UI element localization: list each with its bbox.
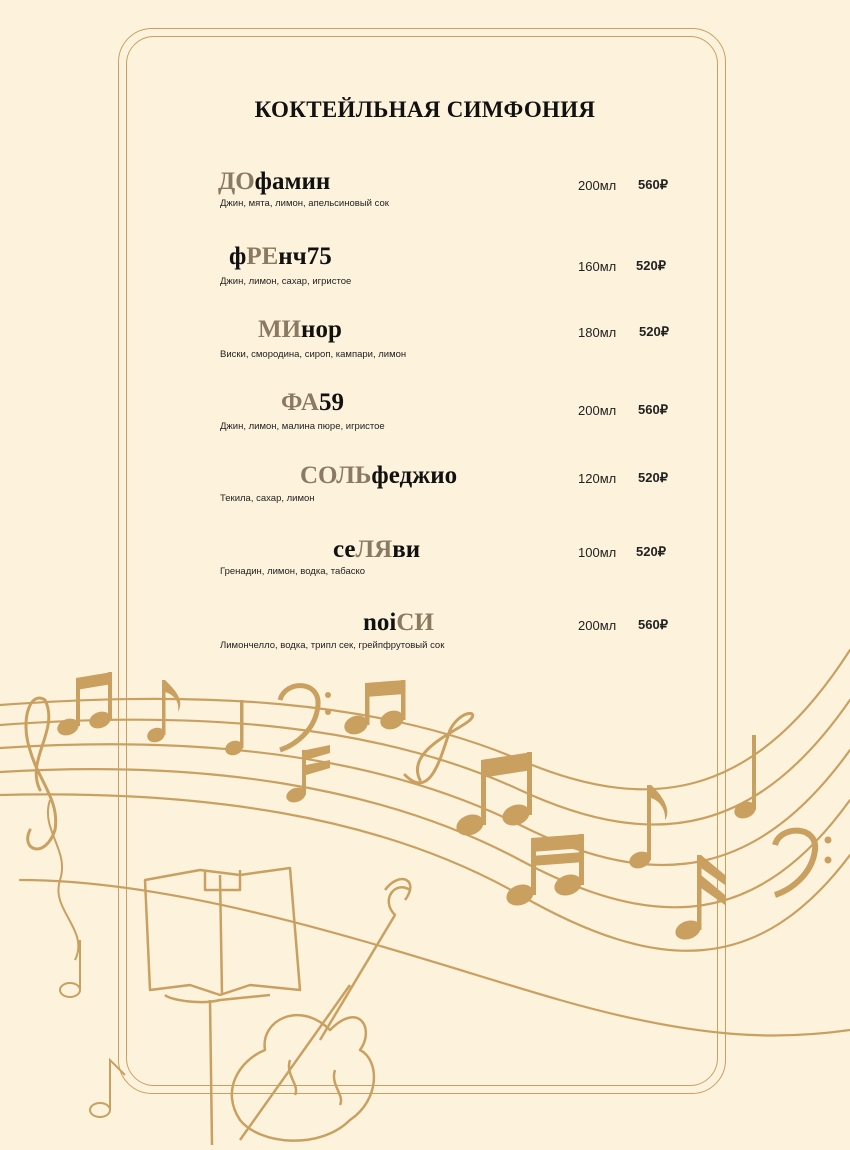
menu-item <box>0 536 850 596</box>
cocktail-name: СОЛЬфеджио <box>300 462 458 489</box>
music-note-icon <box>732 735 758 821</box>
cocktail-volume: 180мл <box>578 325 617 340</box>
menu-item <box>0 243 850 303</box>
staff-line <box>0 700 850 825</box>
cocktail-volume: 160мл <box>578 259 617 274</box>
cocktail-description: Гренадин, лимон, водка, табаско <box>220 566 366 577</box>
music-decoration <box>0 640 850 1150</box>
cocktail-price: 520₽ <box>638 470 668 485</box>
music-note-icon <box>284 745 330 805</box>
cocktail-name: МИнор <box>258 316 342 343</box>
cocktail-description: Текила, сахар, лимон <box>220 493 315 504</box>
music-note-icon <box>342 680 407 738</box>
treble-clef-icon <box>405 713 473 782</box>
menu-item <box>0 462 850 522</box>
cocktail-price: 520₽ <box>636 544 666 559</box>
cocktail-volume: 200мл <box>578 618 617 633</box>
staff-line <box>20 880 850 1036</box>
music-note-icon <box>673 855 725 943</box>
music-note-icon <box>48 800 125 1117</box>
cocktail-volume: 200мл <box>578 178 617 193</box>
violin-icon <box>232 879 410 1141</box>
music-note-icon <box>145 680 180 745</box>
menu-item <box>0 389 850 449</box>
cocktail-price: 560₽ <box>638 402 668 417</box>
cocktail-price: 520₽ <box>636 258 666 273</box>
bass-clef-icon <box>775 831 832 895</box>
cocktail-name: ДОфамин <box>218 168 331 195</box>
cocktail-description: Джин, лимон, малина пюре, игристое <box>220 421 385 432</box>
cocktail-description: Виски, смородина, сироп, кампари, лимон <box>220 349 407 360</box>
cocktail-name: сеЛЯви <box>333 536 421 563</box>
cocktail-description: Лимончелло, водка, трипл сек, грейпфрутовый сок <box>220 640 445 651</box>
cocktail-name: фРЕнч75 <box>229 243 332 270</box>
cocktail-price: 520₽ <box>639 324 669 339</box>
music-note-icon <box>55 672 113 738</box>
staff-line <box>0 769 850 907</box>
cocktail-price: 560₽ <box>638 617 668 632</box>
cocktail-description: Джин, лимон, сахар, игристое <box>220 276 352 287</box>
menu-title: КОКТЕЙЛЬНАЯ СИМФОНИЯ <box>254 97 596 122</box>
staff-line <box>0 744 850 865</box>
menu-item <box>0 168 850 228</box>
cocktail-price: 560₽ <box>638 177 668 192</box>
bass-clef-icon <box>280 686 331 750</box>
cocktail-volume: 100мл <box>578 545 617 560</box>
cocktail-volume: 120мл <box>578 471 617 486</box>
menu-item <box>0 316 850 376</box>
music-note-icon <box>223 700 245 758</box>
cocktail-name: ФА59 <box>281 389 344 416</box>
cocktail-name: noiСИ <box>363 609 434 636</box>
music-note-icon <box>627 785 667 871</box>
cocktail-description: Джин, мята, лимон, апельсиновый сок <box>220 198 389 209</box>
music-stand-icon <box>145 868 300 1145</box>
cocktail-volume: 200мл <box>578 403 617 418</box>
treble-clef-icon <box>26 698 56 849</box>
